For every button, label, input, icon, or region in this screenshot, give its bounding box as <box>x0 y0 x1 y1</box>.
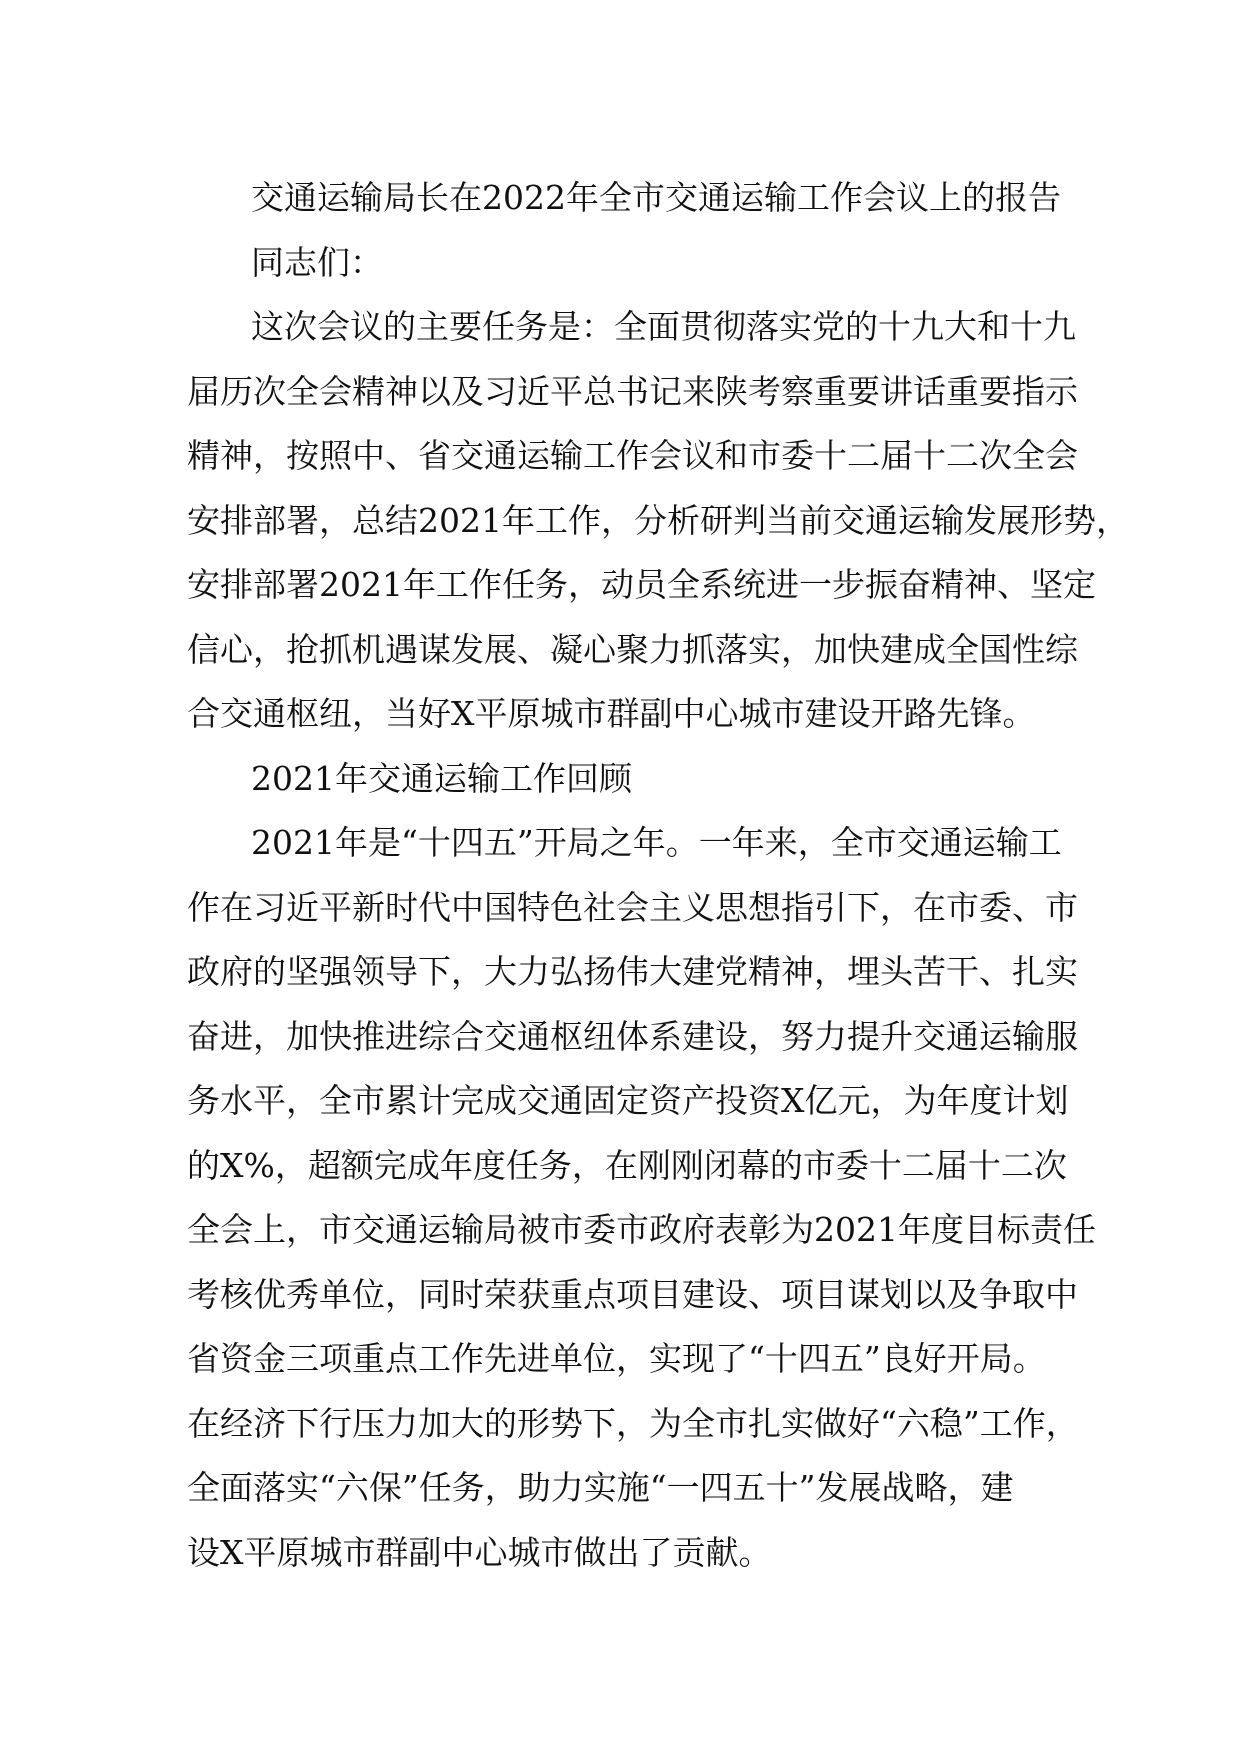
section-heading: 2021年交通运输工作回顾 <box>251 758 632 798</box>
paragraph-2-line: 在经济下行压力加大的形势下，为全市扎实做好“六稳”工作， <box>187 1403 1079 1443</box>
paragraph-2-line: 奋进，加快推进综合交通枢纽体系建设，努力提升交通运输服 <box>187 1016 1078 1056</box>
paragraph-1-line: 安排部署，总结2021年工作，分析研判当前交通运输发展形势， <box>187 500 1129 540</box>
paragraph-1-line: 安排部署2021年工作任务，动员全系统进一步振奋精神、坚定 <box>187 565 1096 604</box>
paragraph-2-line: 设X平原城市群副中心城市做出了贡献。 <box>187 1532 772 1572</box>
greeting: 同志们： <box>251 242 383 282</box>
paragraph-2-line: 2021年是“十四五”开局之年。一年来，全市交通运输工 <box>251 823 1062 862</box>
paragraph-2-line: 全会上，市交通运输局被市委市政府表彰为2021年度目标责任 <box>187 1210 1096 1249</box>
paragraph-2-line: 政府的坚强领导下，大力弘扬伟大建党精神，埋头苦干、扎实 <box>187 952 1078 991</box>
document-body <box>187 166 1129 1585</box>
paragraph-1-line: 合交通枢纽，当好X平原城市群副中心城市建设开路先锋。 <box>187 694 1036 733</box>
paragraph-1-line: 届历次全会精神以及习近平总书记来陕考察重要讲话重要指示 <box>187 371 1078 411</box>
paragraph-2-line: 考核优秀单位，同时荣获重点项目建设、项目谋划以及争取中 <box>187 1274 1078 1314</box>
paragraph-2-line: 务水平，全市累计完成交通固定资产投资X亿元，为年度计划 <box>187 1081 1069 1120</box>
paragraph-1-line: 精神，按照中、省交通运输工作会议和市委十二届十二次全会 <box>187 436 1078 475</box>
paragraph-1-line: 这次会议的主要任务是：全面贯彻落实党的十九大和十九 <box>251 307 1076 346</box>
paragraph-2-line: 作在习近平新时代中国特色社会主义思想指引下，在市委、市 <box>187 887 1078 927</box>
paragraph-2-line: 全面落实“六保”任务，助力实施“一四五十”发展战略，建 <box>187 1468 1014 1507</box>
paragraph-1-line: 信心，抢抓机遇谋发展、凝心聚力抓落实，加快建成全国性综 <box>187 629 1078 669</box>
paragraph-2-line: 的X%，超额完成年度任务，在刚刚闭幕的市委十二届十二次 <box>187 1145 1067 1185</box>
document-title: 交通运输局长在2022年全市交通运输工作会议上的报告 <box>251 178 1061 217</box>
paragraph-2-line: 省资金三项重点工作先进单位，实现了“十四五”良好开局。 <box>187 1339 1046 1378</box>
